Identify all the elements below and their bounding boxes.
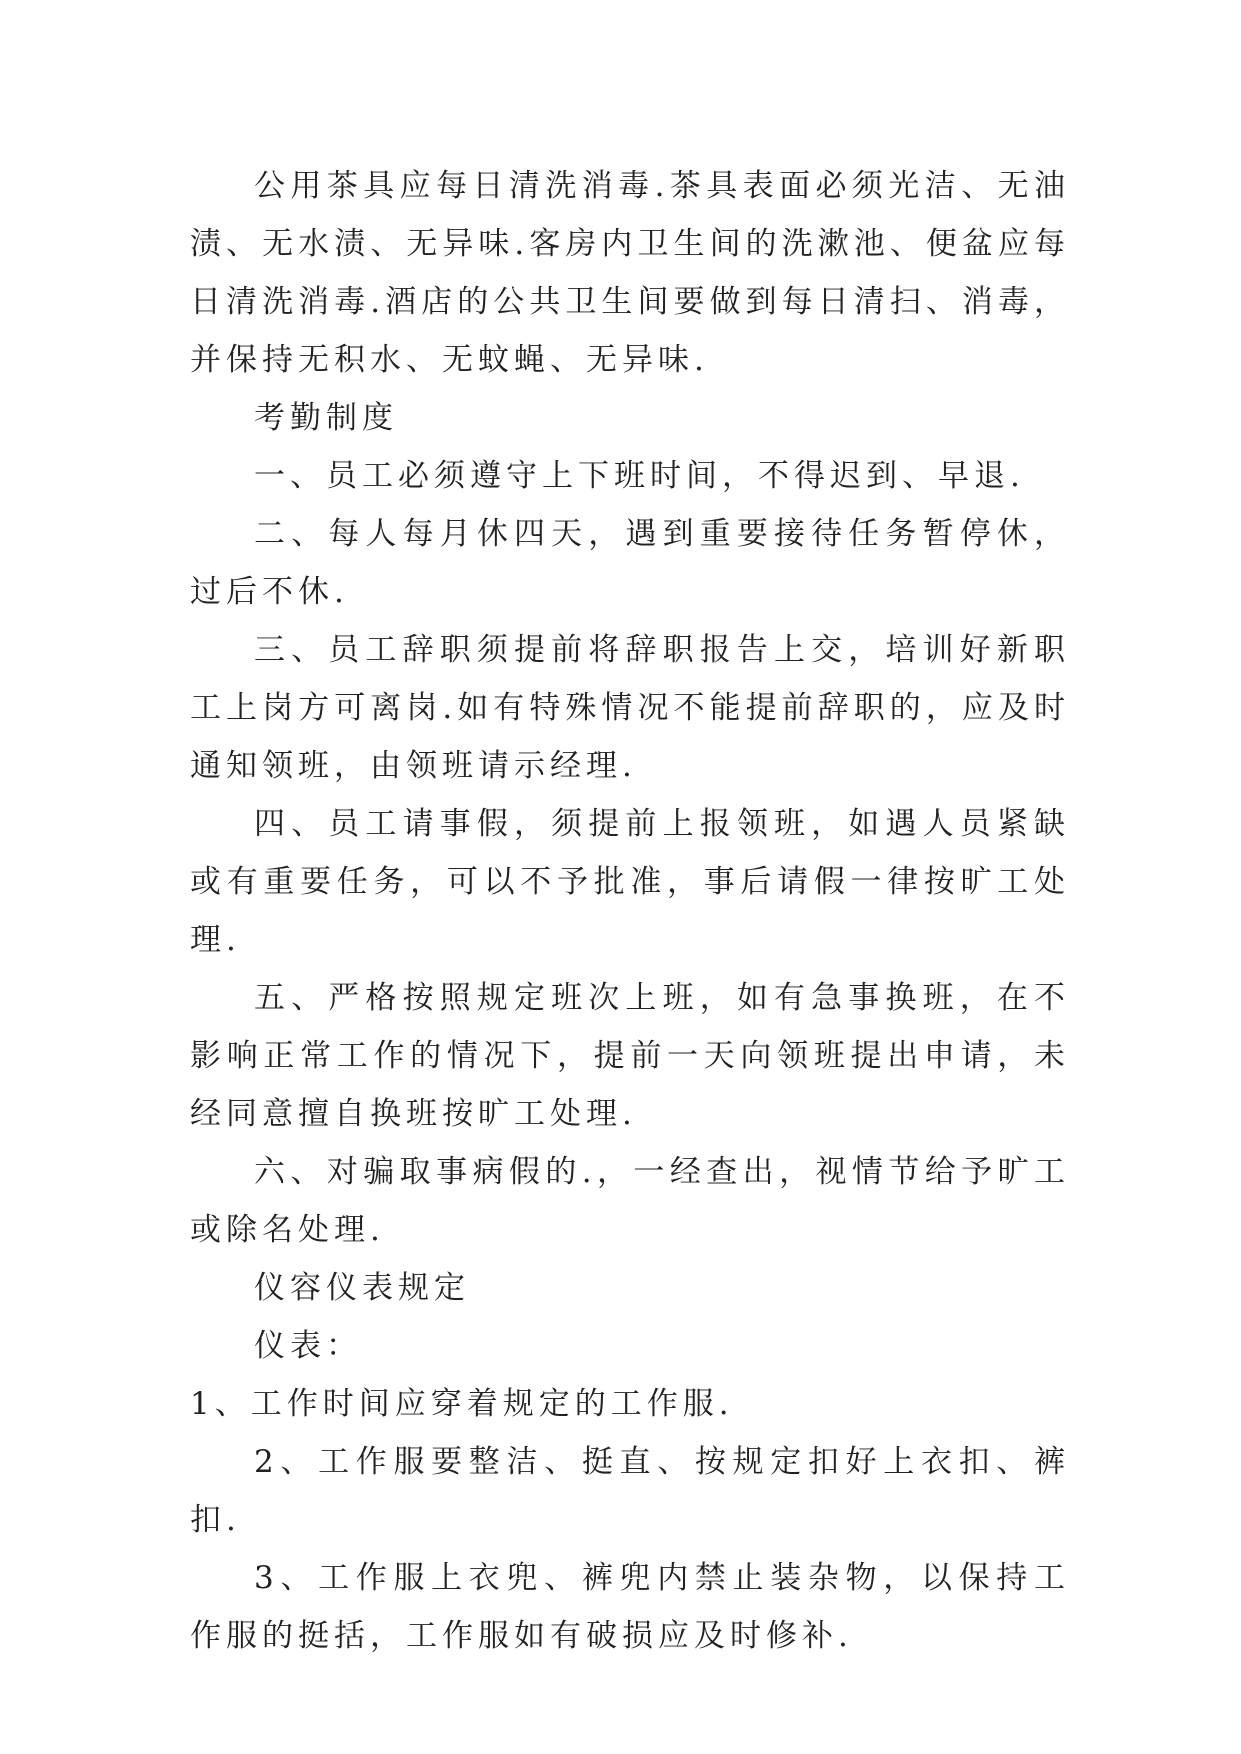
attendance-rule-6: 六、对骗取事病假的.，一经查出，视情节给予旷工或除名处理. <box>190 1154 1070 1248</box>
attendance-rule-5: 五、严格按照规定班次上班，如有急事换班，在不影响正常工作的情况下，提前一天向领班提出申请，未经同意擅自换班按旷工处理. <box>190 980 1070 1132</box>
subheading-appearance: 仪表： <box>254 1328 362 1364</box>
section-heading-appearance: 仪容仪表规定 <box>254 1270 470 1306</box>
attendance-rule-2: 二、每人每月休四天，遇到重要接待任务暂停休，过后不休. <box>190 516 1070 610</box>
attendance-rule-3: 三、员工辞职须提前将辞职报告上交，培训好新职工上岗方可离岗.如有特殊情况不能提前辞职的，应及时通知领班，由领班请示经理. <box>190 632 1070 784</box>
section-heading-attendance: 考勤制度 <box>254 400 398 436</box>
paragraph-hygiene-tea-sets: 公用茶具应每日清洗消毒.茶具表面必须光洁、无油渍、无水渍、无异味.客房内卫生间的洗漱池、便盆应每日清洗消毒.酒店的公共卫生间要做到每日清扫、消毒，并保持无积水、无蚊蝇、无异味. <box>190 168 1070 378</box>
appearance-rule-3: 3、工作服上衣兜、裤兜内禁止装杂物，以保持工作服的挺括，工作服如有破损应及时修补. <box>190 1560 1070 1654</box>
appearance-rule-2: 2、工作服要整洁、挺直、按规定扣好上衣扣、裤扣. <box>190 1444 1070 1538</box>
appearance-rule-1: 1、工作时间应穿着规定的工作服. <box>190 1386 734 1422</box>
document-body <box>190 157 1070 1665</box>
attendance-rule-4: 四、员工请事假，须提前上报领班，如遇人员紧缺或有重要任务，可以不予批准，事后请假一律按旷工处理. <box>190 806 1070 958</box>
attendance-rule-1: 一、员工必须遵守上下班时间，不得迟到、早退. <box>254 458 1025 494</box>
